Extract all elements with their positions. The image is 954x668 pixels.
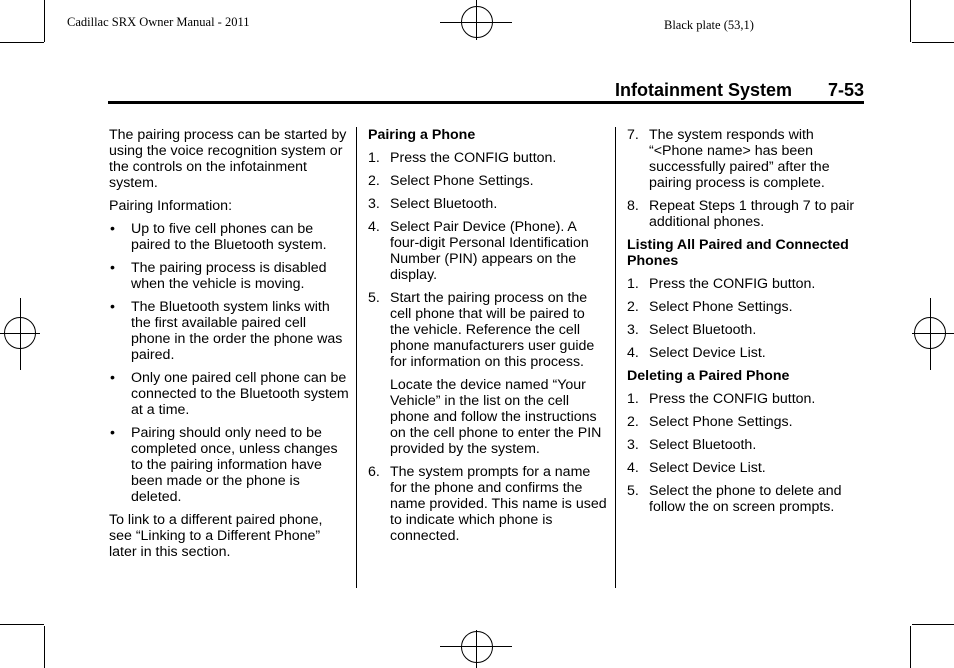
crop-mark <box>44 0 45 42</box>
step-item: 3. Select Bluetooth. <box>627 322 757 338</box>
manual-title: Cadillac SRX Owner Manual - 2011 <box>67 15 250 29</box>
step-item: 1. Press the CONFIG button. <box>627 276 816 292</box>
plate-label: Black plate (53,1) <box>664 18 754 32</box>
crop-mark <box>910 0 911 42</box>
crop-mark <box>910 626 911 668</box>
header-rule <box>108 101 864 104</box>
step-item: 1. Press the CONFIG button. <box>627 391 816 407</box>
step-item: 4. Select Pair Device (Phone). A four-digit Personal Identification Number (PIN) appears on the display. <box>368 219 589 283</box>
column-divider <box>615 127 616 588</box>
crop-mark <box>912 42 954 43</box>
listing-heading: Listing All Paired and Connected Phones <box>627 237 849 269</box>
intro-paragraph: The pairing process can be started by using the voice recognition system or the controls on the infotainment system. <box>109 127 347 191</box>
column-divider <box>356 127 357 588</box>
step-item: 4. Select Device List. <box>627 345 766 361</box>
step-item: 6. The system prompts for a name for the phone and confirms the name provided. This name is used to indicate which phone is connected. <box>368 464 607 544</box>
crop-mark <box>912 624 954 625</box>
step-item: 2. Select Phone Settings. <box>627 299 793 315</box>
bullet-marker: • <box>110 299 115 315</box>
step-item: 2. Select Phone Settings. <box>368 173 534 189</box>
step-item: 7. The system responds with “<Phone name> has been successfully paired” after the pairing process is complete. <box>627 127 830 191</box>
list-item: • Up to five cell phones can be paired to the Bluetooth system. <box>110 221 327 253</box>
pairing-heading: Pairing a Phone <box>368 127 476 143</box>
list-item: • Pairing should only need to be completed once, unless changes to the pairing information have been made or the phone is deleted. <box>110 425 338 505</box>
bullet-marker: • <box>110 370 115 386</box>
list-item: • The pairing process is disabled when the vehicle is moving. <box>110 260 327 292</box>
column-2 <box>368 127 608 551</box>
step-item: 8. Repeat Steps 1 through 7 to pair additional phones. <box>627 198 855 230</box>
listing-steps <box>627 276 867 361</box>
step-continuation: Locate the device named “Your Vehicle” in the list on the cell phone and follow the instructions on the cell phone to enter the PIN provided by the system. <box>390 377 602 457</box>
pairing-info-list <box>109 221 349 505</box>
pairing-steps-continued <box>627 127 867 230</box>
step-item: 1. Press the CONFIG button. <box>368 150 557 166</box>
bullet-marker: • <box>110 425 115 441</box>
page-number: 7-53 <box>828 80 865 100</box>
deleting-steps <box>627 391 867 515</box>
section-title: Infotainment System <box>615 80 793 100</box>
step-item: 3. Select Bluetooth. <box>368 196 498 212</box>
list-item: • The Bluetooth system links with the first available paired cell phone in the order the phone was paired. <box>110 299 343 363</box>
crop-mark <box>44 626 45 668</box>
crop-mark <box>0 42 44 43</box>
crop-mark <box>0 624 44 625</box>
pairing-steps <box>368 150 608 544</box>
column-1 <box>109 127 349 567</box>
step-item: 2. Select Phone Settings. <box>627 414 793 430</box>
column-3 <box>627 127 867 522</box>
bullet-marker: • <box>110 260 115 276</box>
pairing-info-label: Pairing Information: <box>109 198 233 214</box>
step-item: 4. Select Device List. <box>627 460 766 476</box>
step-item: 5. Start the pairing process on the cell phone that will be paired to the vehicle. Reference the cell phone manufacturers user guide for information on this process. Locate the device named “Your Vehicle” in the list on the cell phone and follow the instructions on the cell phone to enter the PIN provided by the system. <box>368 290 608 457</box>
list-item: • Only one paired cell phone can be connected to the Bluetooth system at a time. <box>110 370 349 418</box>
bullet-marker: • <box>110 221 115 237</box>
step-item: 3. Select Bluetooth. <box>627 437 757 453</box>
step-item: 5. Select the phone to delete and follow the on screen prompts. <box>627 483 842 515</box>
deleting-heading: Deleting a Paired Phone <box>627 368 790 384</box>
outro-paragraph: To link to a different paired phone, see “Linking to a Different Phone” later in this section. <box>109 512 323 560</box>
